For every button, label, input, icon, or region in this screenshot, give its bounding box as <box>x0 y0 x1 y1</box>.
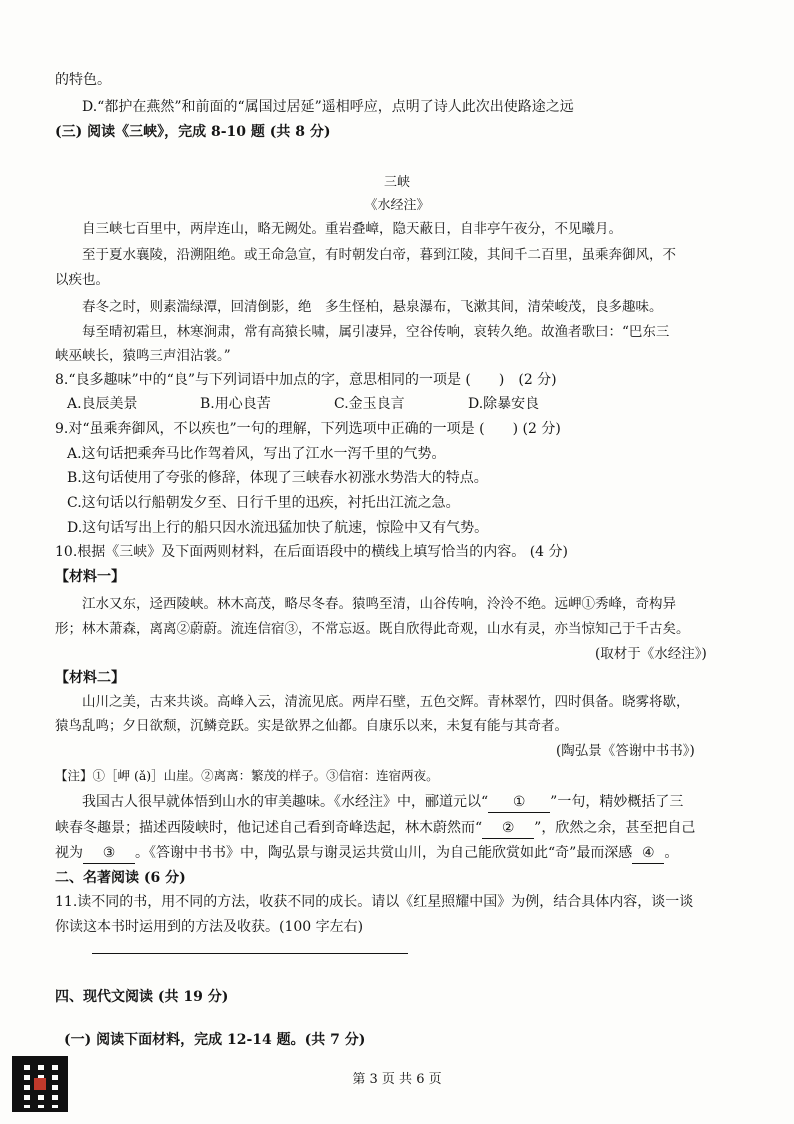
text-span: ”一句，精妙概括了三 <box>550 794 684 810</box>
option-d: D.这句话写出上行的船只因水流迅猛加快了航速，惊险中又有气势。 <box>67 520 489 536</box>
option-b: B.这句话使用了夸张的修辞，体现了三峡春水初涨水势浩大的特点。 <box>67 470 488 486</box>
material-source: (陶弘景《答谢中书书》) <box>556 743 695 759</box>
section-heading: 四、现代文阅读 (共 19 分) <box>55 989 229 1005</box>
fill-paragraph <box>55 843 678 864</box>
option-c: C.这句话以行船朝发夕至、日行千里的迅疾，衬托出江流之急。 <box>67 495 460 511</box>
text-span: 峡春冬趣景；描述西陵峡时，他记述自己看到奇峰迭起，林木蔚然而“ <box>55 820 483 836</box>
material-source: (取材于《水经注》) <box>595 646 707 662</box>
option-a: A.良辰美景 <box>67 396 138 412</box>
answer-blank-1[interactable]: ① <box>488 792 550 813</box>
passage-paragraph: 每至晴初霜旦，林寒涧肃，常有高猿长啸，属引凄异，空谷传响，哀转久绝。故渔者歌曰：“巴东三 <box>82 324 670 340</box>
material-text: 江水又东，迳西陵峡。林木高茂，略尽冬春。猿鸣至清，山谷传响，泠泠不绝。远岬①秀峰，奇构异 <box>82 596 676 612</box>
passage-paragraph: 以疾也。 <box>55 272 109 288</box>
passage-paragraph: 峡巫峡长，猿鸣三声泪沾裳。” <box>55 348 231 364</box>
answer-blank-3[interactable]: ③ <box>83 843 135 864</box>
text-span: 。 <box>664 845 679 861</box>
footnote: 【注】①［岬 (ǎ)］山崖。②离离：繁茂的样子。③信宿：连宿两夜。 <box>55 768 439 783</box>
text-span: 我国古人很早就体悟到山水的审美趣味。《水经注》中，郦道元以“ <box>82 794 489 810</box>
option-d: D.“都护在燕然”和前面的“属国过居延”遥相呼应，点明了诗人此次出使路途之远 <box>82 99 574 115</box>
passage-paragraph: 至于夏水襄陵，沿溯阻绝。或王命急宣，有时朝发白帝，暮到江陵，其间千二百里，虽乘奔御风，不 <box>82 247 676 263</box>
subsection-heading: (一) 阅读下面材料，完成 12-14 题。(共 7 分) <box>64 1032 366 1048</box>
question-11: 11.读不同的书，用不同的方法，收获不同的成长。请以《红星照耀中国》为例，结合具体内容，谈一谈 <box>55 894 694 910</box>
material-text: 形；林木萧森，离离②蔚蔚。流连信宿③，不常忘返。既自欣得此奇观，山水有灵，亦当惊知己于千古矣。 <box>55 621 690 637</box>
question-10: 10.根据《三峡》及下面两则材料，在后面语段中的横线上填写恰当的内容。 (4 分) <box>55 544 568 560</box>
passage-source: 《水经注》 <box>364 198 430 213</box>
material-text: 山川之美，古来共谈。高峰入云，清流见底。两岸石壁，五色交辉。青林翠竹，四时俱备。晓雾将歇， <box>82 694 690 710</box>
text-line: 的特色。 <box>55 72 111 88</box>
material-heading: 【材料二】 <box>55 670 125 686</box>
option-c: C.金玉良言 <box>334 396 405 412</box>
material-heading: 【材料一】 <box>55 569 125 585</box>
question-11: 你读这本书时运用到的方法及收获。(100 字左右) <box>55 919 364 935</box>
question-9: 9.对“虽乘奔御风，不以疾也”一句的理解，下列选项中正确的一项是 ( ) (2 分) <box>55 421 561 437</box>
passage-paragraph: 春冬之时，则素湍绿潭，回清倒影，绝 多生怪柏，悬泉瀑布，飞漱其间，清荣峻茂，良多趣味。 <box>82 299 663 315</box>
option-b: B.用心良苦 <box>200 396 271 412</box>
material-text: 猿鸟乱鸣；夕日欲颓，沉鳞竞跃。实是欲界之仙都。自康乐以来，未复有能与其奇者。 <box>55 718 568 734</box>
text-span: 视为 <box>55 845 83 861</box>
option-a: A.这句话把乘奔马比作驾着风，写出了江水一泻千里的气势。 <box>67 446 446 462</box>
answer-line[interactable] <box>92 953 408 954</box>
passage-title: 三峡 <box>383 175 410 190</box>
fill-paragraph <box>82 792 683 813</box>
fill-paragraph <box>55 818 695 839</box>
section-heading: 二、名著阅读 (6 分) <box>55 870 186 886</box>
section-heading: (三) 阅读《三峡》，完成 8-10 题 (共 8 分) <box>55 124 331 140</box>
question-8: 8.“良多趣味”中的“良”与下列词语中加点的字，意思相同的一项是 ( ) (2 分) <box>55 372 557 388</box>
answer-blank-2[interactable]: ② <box>482 818 534 839</box>
text-span: 。《答谢中书书》中，陶弘景与谢灵运共赏山川，为自己能欣赏如此“奇”最而深感 <box>135 845 633 861</box>
answer-blank-4[interactable]: ④ <box>632 843 664 864</box>
page-number: 第 3 页 共 6 页 <box>352 1072 442 1087</box>
option-d: D.除暴安良 <box>468 396 540 412</box>
passage-paragraph: 自三峡七百里中，两岸连山，略无阙处。重岩叠嶂，隐天蔽日，自非亭午夜分，不见曦月。 <box>82 221 622 237</box>
text-span: ”，欣然之余，甚至把自己 <box>534 820 696 836</box>
